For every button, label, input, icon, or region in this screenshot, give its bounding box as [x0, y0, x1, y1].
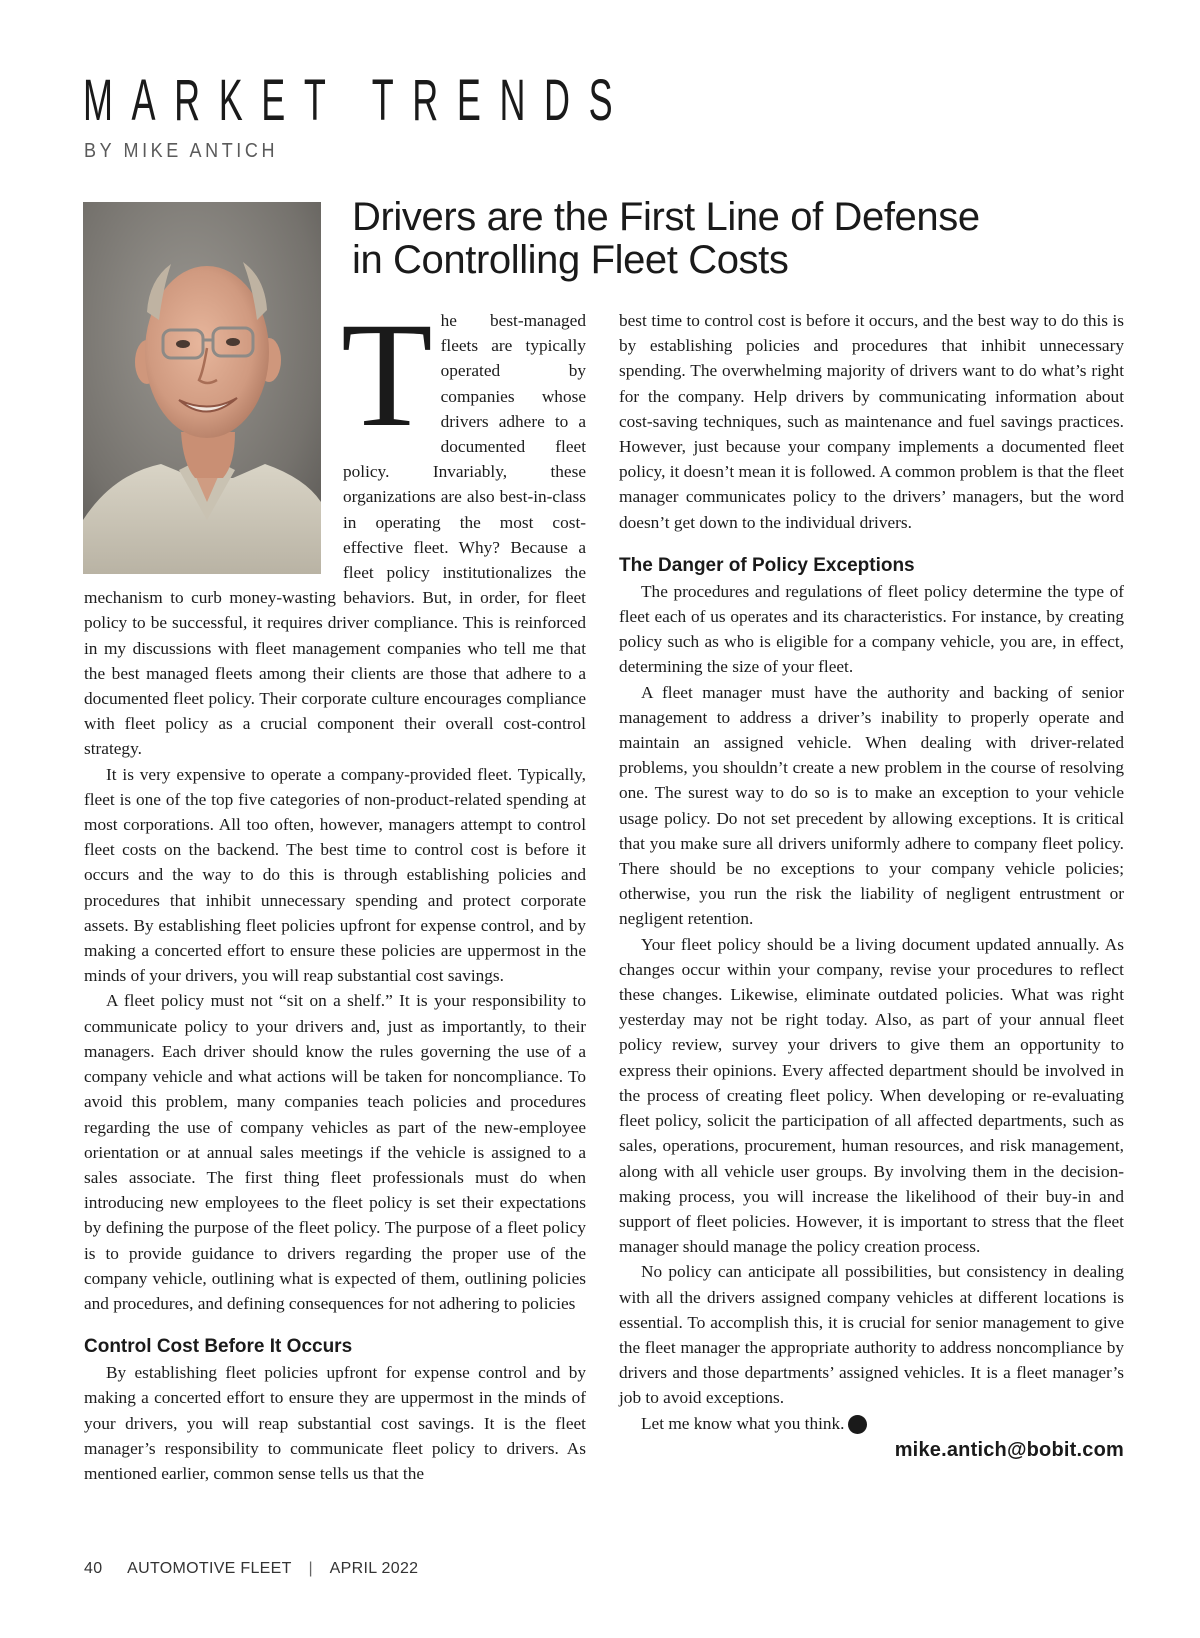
footer-separator: |	[308, 1560, 313, 1577]
byline: BY MIKE ANTICH	[84, 140, 279, 162]
author-email[interactable]: mike.antich@bobit.com	[894, 1438, 1124, 1461]
end-mark-icon: AF	[848, 1415, 867, 1434]
paragraph-9	[619, 1411, 1124, 1436]
paragraph-4-continued: best time to control cost is before it occurs, and the best way to do this is by establishing policies and procedures that inhibit unnecessary spending. The overwhelming majority of drivers want to do what’s right for the company. Help drivers by communicating information about cost-saving techniques, such as maintenance and fuel savings practices. However, just because your company implements a documented fleet policy, it doesn’t mean it is followed. A common problem is that the fleet manager communicates policy to the drivers’ managers, but the word doesn’t get down to the individual drivers.	[619, 311, 1124, 532]
paragraph-2: It is very expensive to operate a company-provided fleet. Typically, fleet is one of the top five categories of non-product-related spending at most corporations. All too often, however, managers attempt to control fleet costs on the backend. The best time to control cost is before it occurs and the way to do this is through establishing policies and procedures that inhibit unnecessary spending and protect corporate assets. By establishing fleet policies upfront for expense control, and by making a concerted effort to ensure these policies are uppermost in the minds of your drivers, you will reap substantial cost savings.	[84, 764, 586, 986]
paragraph-6: A fleet manager must have the authority and backing of senior management to address a driver’s inability to properly operate and maintain an assigned vehicle. When dealing with driver-related problems, you shouldn’t create a new problem in the course of resolving one. The surest way to do so is to make an exception to your vehicle usage policy. Do not set precedent by allowing exceptions. It is critical that you make sure all drivers uniformly adhere to company fleet policy. There should be no exceptions to your company vehicle policies; otherwise, you run the risk the liability of negligent entrustment or negligent retention.	[619, 682, 1124, 929]
publication-name: AUTOMOTIVE FLEET	[127, 1560, 292, 1577]
paragraph-7: Your fleet policy should be a living document updated annually. As changes occur within your company, revise your procedures to reflect these changes. Likewise, eliminate outdated policies. What was right yesterday may not be right today. Also, as part of your annual fleet policy review, survey your drivers to give them an opportunity to express their opinions. Every affected department should be involved in the process of creating fleet policy. When developing or re-evaluating fleet policy, solicit the participation of all affected departments, such as sales, operations, procurement, human resources, and risk management, along with all vehicle user groups. By involving them in the decision-making process, you will increase the likelihood of their buy-in and support of fleet policies. However, it is important to stress that the fleet manager should manage the policy creation process.	[619, 934, 1124, 1257]
paragraph-8: No policy can anticipate all possibilities, but consistency in dealing with all the drivers assigned company vehicles at different locations is essential. To accomplish this, it is crucial for senior management to give the fleet manager the appropriate authority to address noncompliance by drivers and those departments’ assigned vehicles. It is a fleet manager’s job to avoid exceptions.	[619, 1262, 1124, 1408]
subhead-control-cost: Control Cost Before It Occurs	[84, 1336, 353, 1358]
page-number: 40	[84, 1560, 103, 1577]
right-column	[619, 308, 1124, 1463]
article-headline	[352, 196, 1112, 282]
section-title: MARKET TRENDS	[83, 68, 632, 133]
paragraph-5: The procedures and regulations of fleet policy determine the type of fleet each of us operates and its characteristics. For instance, by creating policy such as who is eligible for a company vehicle, you are, in effect, determining the size of your fleet.	[619, 581, 1124, 677]
subhead-policy-exceptions: The Danger of Policy Exceptions	[619, 554, 915, 576]
paragraph-1-text: he best-managed fleets are typically operated by companies whose drivers adhere to a documented fleet policy. Invariably, these organizations are also best-in-class in operating the most cost-effective fleet. Why? Because a fleet policy institutionalizes the mechanism to curb money-wasting behaviors. But, in order, for fleet policy to be successful, it requires driver compliance. This is reinforced in my discussions with fleet management companies who tell me that the best managed fleets among their clients are those that adhere to a documented fleet policy. Their corporate culture encourages compliance with fleet policy as a crucial component their overall cost-control strategy.	[84, 311, 586, 759]
closing-line: Let me know what you think.	[641, 1413, 845, 1433]
page-footer	[84, 1560, 418, 1578]
issue-date: APRIL 2022	[329, 1560, 419, 1577]
photo-wrap-space	[84, 308, 343, 582]
headline-line-2: in Controlling Fleet Costs	[352, 238, 789, 282]
left-column	[84, 292, 586, 1486]
headline-line-1: Drivers are the First Line of Defense	[352, 195, 980, 239]
paragraph-4: By establishing fleet policies upfront for expense control and by making a concerted effort to ensure they are uppermost in the minds of your drivers, you will reap substantial cost savings. It is the fleet manager’s responsibility to communicate fleet policy to drivers. As mentioned earlier, common sense tells us that the	[84, 1363, 586, 1483]
paragraph-3: A fleet policy must not “sit on a shelf.” It is your responsibility to communicate policy to your drivers and, just as importantly, to their managers. Each driver should know the rules governing the use of a company vehicle and what actions will be taken for noncompliance. To avoid this problem, many companies teach policies and procedures regarding the use of company vehicles as part of the new-employee orientation or at annual sales meetings if the vehicle is assigned to a sales associate. The first thing fleet professionals must do when introducing new employees to the fleet policy is set their expectations by defining the purpose of the fleet policy. The purpose of a fleet policy is to provide guidance to drivers regarding the proper use of the company vehicle, outlining what is expected of them, outlining policies and procedures, and defining consequences for not adhering to policies	[84, 991, 586, 1313]
drop-cap: T	[341, 292, 433, 458]
